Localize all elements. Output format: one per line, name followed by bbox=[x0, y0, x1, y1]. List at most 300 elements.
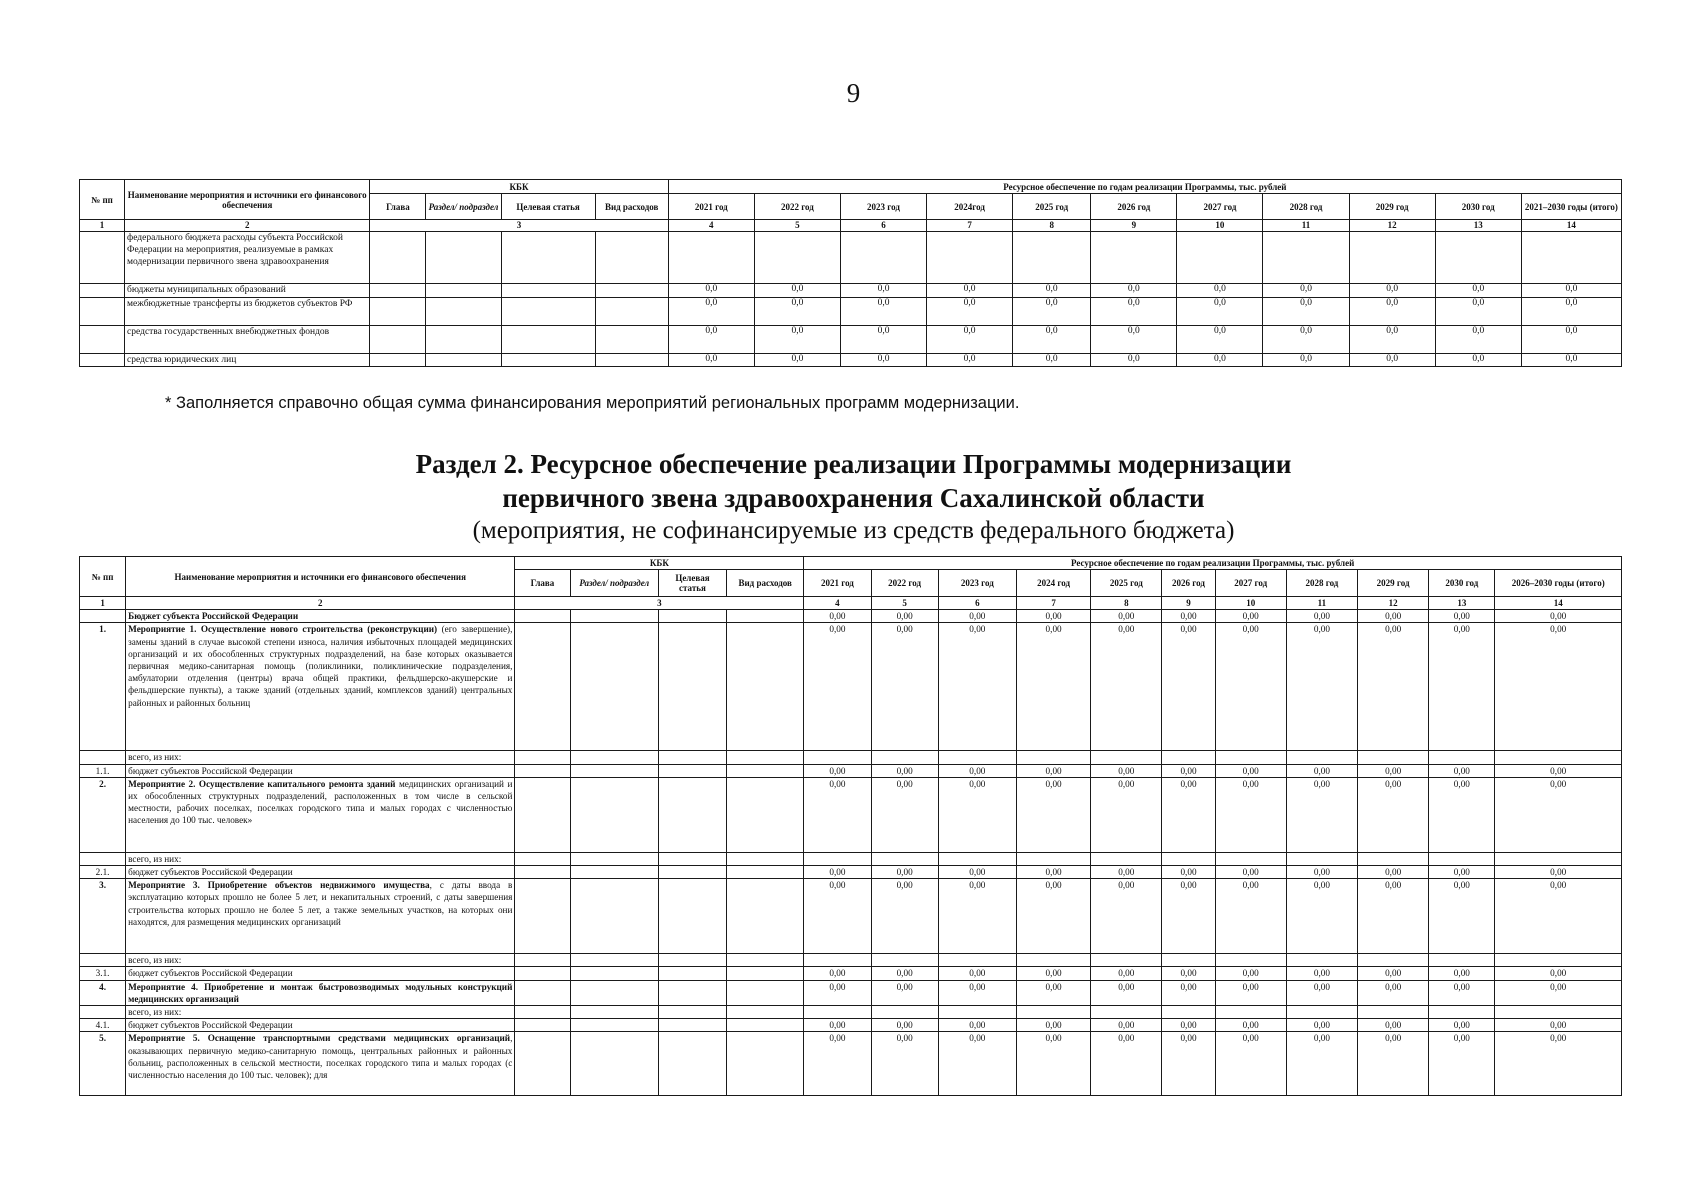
value-cell bbox=[1349, 232, 1435, 284]
value-cell bbox=[1286, 751, 1357, 764]
column-number: 11 bbox=[1286, 597, 1357, 610]
year-header: 2025 год bbox=[1091, 570, 1162, 597]
kbk-cell bbox=[727, 980, 804, 1005]
value-cell: 0,00 bbox=[1358, 764, 1429, 777]
financing-table-2 bbox=[79, 556, 1622, 1096]
row-index bbox=[80, 326, 125, 354]
value-cell: 0,0 bbox=[1435, 298, 1521, 326]
value-cell: 0,00 bbox=[1162, 980, 1215, 1005]
total-row bbox=[80, 852, 1622, 865]
value-cell bbox=[1358, 852, 1429, 865]
value-cell: 0,00 bbox=[1215, 623, 1286, 751]
kbk-cell bbox=[727, 777, 804, 852]
kbk-cell bbox=[370, 326, 426, 354]
value-cell: 0,0 bbox=[668, 354, 754, 367]
kbk-cell bbox=[515, 1006, 570, 1019]
value-cell: 0,00 bbox=[1162, 610, 1215, 623]
kbk-cell bbox=[570, 764, 658, 777]
row-name: бюджет субъектов Российской Федерации bbox=[126, 764, 515, 777]
value-cell: 0,00 bbox=[1215, 980, 1286, 1005]
kbk-col-header: Вид расходов bbox=[727, 570, 804, 597]
value-cell: 0,00 bbox=[1091, 1032, 1162, 1096]
value-cell: 0,00 bbox=[871, 1019, 938, 1032]
kbk-cell bbox=[515, 852, 570, 865]
value-cell: 0,0 bbox=[1091, 354, 1177, 367]
year-header: 2021 год bbox=[804, 570, 871, 597]
section-subtitle: (мероприятия, не софинансируемые из средств федерального бюджета) bbox=[472, 517, 1235, 544]
column-number: 10 bbox=[1215, 597, 1286, 610]
value-cell: 0,00 bbox=[1429, 879, 1495, 954]
value-cell: 0,00 bbox=[938, 1019, 1016, 1032]
row-index bbox=[80, 1006, 126, 1019]
value-cell bbox=[938, 954, 1016, 967]
column-number-row bbox=[80, 220, 1622, 232]
col-name-header: Наименование мероприятия и источники его финансового обеспечения bbox=[125, 180, 370, 220]
kbk-cell bbox=[515, 751, 570, 764]
resource-header: Ресурсное обеспечение по годам реализации Программы, тыс. рублей bbox=[668, 180, 1621, 194]
resource-header: Ресурсное обеспечение по годам реализации Программы, тыс. рублей bbox=[804, 557, 1622, 570]
value-cell: 0,00 bbox=[1162, 777, 1215, 852]
value-cell: 0,0 bbox=[840, 326, 926, 354]
table-row bbox=[80, 326, 1622, 354]
value-cell bbox=[1091, 954, 1162, 967]
value-cell: 0,00 bbox=[804, 980, 871, 1005]
measure-title: Мероприятие 4. Приобретение и монтаж быстровозводимых модульных конструкций медицинских организаций bbox=[128, 981, 513, 1004]
column-number: 4 bbox=[804, 597, 871, 610]
year-header: 2024 год bbox=[1016, 570, 1090, 597]
value-cell bbox=[1429, 1006, 1495, 1019]
value-cell bbox=[1435, 232, 1521, 284]
kbk-cell bbox=[570, 623, 658, 751]
value-cell bbox=[1016, 954, 1090, 967]
measure-row bbox=[80, 980, 1622, 1005]
value-cell: 0,00 bbox=[1162, 1032, 1215, 1096]
value-cell: 0,0 bbox=[754, 326, 840, 354]
value-cell: 0,0 bbox=[927, 284, 1013, 298]
row-name b: Бюджет субъекта Российской Федерации bbox=[126, 610, 515, 623]
value-cell: 0,00 bbox=[1286, 777, 1357, 852]
value-cell: 0,00 bbox=[1162, 866, 1215, 879]
value-cell: 0,00 bbox=[1286, 879, 1357, 954]
kbk-cell bbox=[595, 298, 668, 326]
value-cell bbox=[804, 954, 871, 967]
kbk-cell bbox=[515, 879, 570, 954]
kbk-cell bbox=[570, 1006, 658, 1019]
value-cell: 0,0 bbox=[1013, 284, 1091, 298]
measure-text: , оказывающих первичную медико-санитарную помощь, центральных районных и районных больниц, расположенных в сельской местности, поселках городского типа и малых городах (с численностью населения до 100 тыс. человек); для bbox=[128, 1033, 513, 1081]
kbk-cell bbox=[727, 967, 804, 980]
value-cell bbox=[1215, 751, 1286, 764]
column-number: 2 bbox=[125, 220, 370, 232]
kbk-col-header: Целевая статья bbox=[658, 570, 726, 597]
row-index: 1. bbox=[80, 623, 126, 751]
value-cell: 0,0 bbox=[668, 284, 754, 298]
kbk-cell bbox=[658, 879, 726, 954]
value-cell: 0,00 bbox=[938, 1032, 1016, 1096]
table-1-body bbox=[80, 232, 1622, 367]
row-index bbox=[80, 610, 126, 623]
value-cell: 0,00 bbox=[1495, 967, 1622, 980]
kbk-cell bbox=[727, 1032, 804, 1096]
kbk-cell bbox=[501, 284, 595, 298]
value-cell: 0,00 bbox=[1495, 866, 1622, 879]
kbk-cell bbox=[727, 623, 804, 751]
measure-name bbox=[126, 777, 515, 852]
value-cell: 0,00 bbox=[1162, 764, 1215, 777]
value-cell: 0,0 bbox=[840, 284, 926, 298]
value-cell: 0,00 bbox=[1429, 967, 1495, 980]
column-number: 10 bbox=[1177, 220, 1263, 232]
value-cell: 0,00 bbox=[804, 1032, 871, 1096]
row-index bbox=[80, 284, 125, 298]
value-cell bbox=[1162, 954, 1215, 967]
value-cell: 0,0 bbox=[1091, 326, 1177, 354]
column-number: 1 bbox=[80, 220, 125, 232]
value-cell: 0,0 bbox=[1013, 326, 1091, 354]
col-name-header: Наименование мероприятия и источники его финансового обеспечения bbox=[126, 557, 515, 597]
value-cell bbox=[1091, 232, 1177, 284]
kbk-cell bbox=[570, 967, 658, 980]
column-number: 3 bbox=[515, 597, 804, 610]
value-cell: 0,00 bbox=[1215, 1032, 1286, 1096]
row-index bbox=[80, 298, 125, 326]
value-cell: 0,00 bbox=[938, 967, 1016, 980]
value-cell: 0,00 bbox=[804, 764, 871, 777]
value-cell bbox=[1429, 852, 1495, 865]
value-cell bbox=[1215, 954, 1286, 967]
year-header: 2028 год bbox=[1263, 194, 1349, 220]
column-number: 14 bbox=[1495, 597, 1622, 610]
kbk-cell bbox=[658, 623, 726, 751]
value-cell: 0,00 bbox=[804, 967, 871, 980]
column-number: 7 bbox=[1016, 597, 1090, 610]
kbk-cell bbox=[658, 967, 726, 980]
value-cell bbox=[927, 232, 1013, 284]
kbk-cell bbox=[658, 1006, 726, 1019]
value-cell: 0,00 bbox=[1162, 623, 1215, 751]
kbk-cell bbox=[501, 232, 595, 284]
year-header: 2027 год bbox=[1215, 570, 1286, 597]
table-row bbox=[80, 354, 1622, 367]
value-cell bbox=[1495, 751, 1622, 764]
value-cell: 0,00 bbox=[938, 610, 1016, 623]
value-cell: 0,00 bbox=[871, 980, 938, 1005]
value-cell: 0,00 bbox=[1358, 623, 1429, 751]
column-number: 12 bbox=[1358, 597, 1429, 610]
value-cell: 0,00 bbox=[1429, 623, 1495, 751]
row-index bbox=[80, 354, 125, 367]
value-cell bbox=[1358, 954, 1429, 967]
year-header: 2026 год bbox=[1091, 194, 1177, 220]
column-number: 9 bbox=[1162, 597, 1215, 610]
value-cell bbox=[804, 751, 871, 764]
row-index bbox=[80, 852, 126, 865]
value-cell: 0,00 bbox=[938, 777, 1016, 852]
value-cell bbox=[1286, 954, 1357, 967]
kbk-cell bbox=[595, 326, 668, 354]
value-cell: 0,00 bbox=[1358, 1019, 1429, 1032]
value-cell bbox=[1495, 1006, 1622, 1019]
kbk-cell bbox=[727, 751, 804, 764]
kbk-cell bbox=[426, 284, 501, 298]
value-cell bbox=[1429, 751, 1495, 764]
value-cell bbox=[1091, 751, 1162, 764]
value-cell: 0,00 bbox=[804, 610, 871, 623]
value-cell: 0,00 bbox=[1495, 764, 1622, 777]
row-name: бюджет субъектов Российской Федерации bbox=[126, 967, 515, 980]
value-cell: 0,00 bbox=[1016, 777, 1090, 852]
year-header: 2022 год bbox=[754, 194, 840, 220]
row-name: всего, из них: bbox=[126, 751, 515, 764]
value-cell: 0,0 bbox=[1177, 354, 1263, 367]
value-cell: 0,00 bbox=[1215, 967, 1286, 980]
value-cell: 0,0 bbox=[1521, 326, 1621, 354]
year-header: 2030 год bbox=[1429, 570, 1495, 597]
value-cell: 0,0 bbox=[1435, 284, 1521, 298]
kbk-col-header: Вид расходов bbox=[595, 194, 668, 220]
sub-row bbox=[80, 866, 1622, 879]
kbk-cell bbox=[426, 354, 501, 367]
value-cell: 0,00 bbox=[1215, 1019, 1286, 1032]
value-cell: 0,0 bbox=[1013, 298, 1091, 326]
measure-name bbox=[126, 879, 515, 954]
row-index bbox=[80, 232, 125, 284]
value-cell: 0,0 bbox=[1521, 284, 1621, 298]
value-cell bbox=[1016, 751, 1090, 764]
measure-name bbox=[126, 980, 515, 1005]
kbk-header: КБК bbox=[370, 180, 668, 194]
value-cell bbox=[871, 954, 938, 967]
page-number: 9 bbox=[846, 78, 861, 108]
kbk-cell bbox=[570, 751, 658, 764]
measure-row bbox=[80, 623, 1622, 751]
kbk-cell bbox=[570, 980, 658, 1005]
kbk-cell bbox=[501, 354, 595, 367]
kbk-cell bbox=[727, 1006, 804, 1019]
kbk-cell bbox=[515, 623, 570, 751]
value-cell bbox=[804, 1006, 871, 1019]
value-cell: 0,00 bbox=[871, 879, 938, 954]
kbk-col-header: Раздел/ подраздел bbox=[426, 194, 501, 220]
value-cell: 0,0 bbox=[1263, 298, 1349, 326]
row-name: бюджет субъектов Российской Федерации bbox=[126, 866, 515, 879]
kbk-col-header: Глава bbox=[370, 194, 426, 220]
value-cell: 0,0 bbox=[1177, 284, 1263, 298]
kbk-cell bbox=[515, 866, 570, 879]
value-cell bbox=[1358, 751, 1429, 764]
column-number: 11 bbox=[1263, 220, 1349, 232]
value-cell: 0,00 bbox=[1286, 1032, 1357, 1096]
value-cell: 0,00 bbox=[1091, 764, 1162, 777]
value-cell: 0,00 bbox=[1016, 967, 1090, 980]
row-index: 4.1. bbox=[80, 1019, 126, 1032]
value-cell bbox=[1495, 954, 1622, 967]
kbk-cell bbox=[727, 954, 804, 967]
kbk-cell bbox=[370, 298, 426, 326]
table-row bbox=[80, 298, 1622, 326]
kbk-cell bbox=[570, 879, 658, 954]
row-name: средства государственных внебюджетных фондов bbox=[125, 326, 370, 354]
column-number: 13 bbox=[1429, 597, 1495, 610]
value-cell bbox=[871, 852, 938, 865]
value-cell: 0,00 bbox=[871, 623, 938, 751]
kbk-cell bbox=[658, 777, 726, 852]
row-index: 1.1. bbox=[80, 764, 126, 777]
kbk-cell bbox=[727, 610, 804, 623]
value-cell bbox=[1521, 232, 1621, 284]
kbk-cell bbox=[570, 852, 658, 865]
value-cell: 0,0 bbox=[754, 298, 840, 326]
kbk-cell bbox=[727, 879, 804, 954]
measure-text: , с даты ввода в эксплуатацию которых прошло не более 5 лет, и некапитальных строений, с даты завершения строительства которых прошло не более 5 лет, а также земельных участков, на которых они находятся, для размещения медицинских организаций bbox=[128, 880, 513, 927]
value-cell: 0,00 bbox=[871, 764, 938, 777]
value-cell: 0,00 bbox=[1358, 1032, 1429, 1096]
value-cell: 0,0 bbox=[1263, 326, 1349, 354]
year-header: 2023 год bbox=[938, 570, 1016, 597]
value-cell: 0,00 bbox=[1016, 980, 1090, 1005]
row-name: всего, из них: bbox=[126, 954, 515, 967]
measure-name bbox=[126, 1032, 515, 1096]
value-cell: 0,00 bbox=[804, 777, 871, 852]
value-cell: 0,00 bbox=[1495, 980, 1622, 1005]
value-cell: 0,0 bbox=[1349, 326, 1435, 354]
value-cell: 0,00 bbox=[1016, 1032, 1090, 1096]
value-cell: 0,0 bbox=[1263, 354, 1349, 367]
value-cell: 0,00 bbox=[1162, 1019, 1215, 1032]
column-number: 3 bbox=[370, 220, 668, 232]
value-cell: 0,00 bbox=[871, 610, 938, 623]
row-name: всего, из них: bbox=[126, 1006, 515, 1019]
value-cell: 0,00 bbox=[871, 777, 938, 852]
footnote: * Заполняется справочно общая сумма финансирования мероприятий региональных программ модернизации. bbox=[165, 394, 1020, 412]
value-cell: 0,0 bbox=[927, 298, 1013, 326]
value-cell bbox=[1162, 1006, 1215, 1019]
value-cell bbox=[1286, 1006, 1357, 1019]
sub-row bbox=[80, 764, 1622, 777]
value-cell: 0,00 bbox=[1358, 866, 1429, 879]
value-cell: 0,00 bbox=[1091, 879, 1162, 954]
kbk-cell bbox=[570, 866, 658, 879]
value-cell: 0,0 bbox=[840, 354, 926, 367]
value-cell bbox=[1013, 232, 1091, 284]
value-cell: 0,00 bbox=[1429, 980, 1495, 1005]
value-cell: 0,00 bbox=[1286, 764, 1357, 777]
column-number: 2 bbox=[126, 597, 515, 610]
measure-title: Мероприятие 5. Оснащение транспортными средствами медицинских организаций bbox=[128, 1033, 511, 1044]
value-cell: 0,00 bbox=[1286, 623, 1357, 751]
value-cell bbox=[871, 751, 938, 764]
value-cell: 0,00 bbox=[1016, 623, 1090, 751]
value-cell: 0,00 bbox=[1215, 610, 1286, 623]
kbk-cell bbox=[595, 354, 668, 367]
kbk-cell bbox=[515, 967, 570, 980]
col-no-header: № пп bbox=[80, 557, 126, 597]
value-cell bbox=[938, 852, 1016, 865]
value-cell bbox=[938, 1006, 1016, 1019]
value-cell bbox=[754, 232, 840, 284]
value-cell: 0,0 bbox=[927, 354, 1013, 367]
kbk-cell bbox=[658, 954, 726, 967]
column-number: 7 bbox=[927, 220, 1013, 232]
kbk-cell bbox=[727, 1019, 804, 1032]
kbk-cell bbox=[727, 866, 804, 879]
value-cell: 0,00 bbox=[1286, 1019, 1357, 1032]
row-name: бюджеты муниципальных образований bbox=[125, 284, 370, 298]
value-cell: 0,00 bbox=[1286, 610, 1357, 623]
total-header: 2021–2030 годы (итого) bbox=[1521, 194, 1621, 220]
value-cell: 0,00 bbox=[1286, 866, 1357, 879]
value-cell: 0,00 bbox=[1162, 967, 1215, 980]
total-row bbox=[80, 751, 1622, 764]
value-cell bbox=[1429, 954, 1495, 967]
kbk-cell bbox=[515, 777, 570, 852]
column-number: 9 bbox=[1091, 220, 1177, 232]
column-number: 1 bbox=[80, 597, 126, 610]
kbk-cell bbox=[515, 764, 570, 777]
kbk-cell bbox=[426, 232, 501, 284]
value-cell: 0,0 bbox=[1349, 354, 1435, 367]
value-cell: 0,00 bbox=[938, 764, 1016, 777]
column-number: 6 bbox=[938, 597, 1016, 610]
value-cell: 0,00 bbox=[804, 1019, 871, 1032]
column-number: 8 bbox=[1091, 597, 1162, 610]
value-cell: 0,00 bbox=[1215, 866, 1286, 879]
value-cell bbox=[1091, 852, 1162, 865]
kbk-cell bbox=[570, 610, 658, 623]
value-cell: 0,00 bbox=[1091, 967, 1162, 980]
kbk-cell bbox=[570, 777, 658, 852]
value-cell bbox=[1091, 1006, 1162, 1019]
value-cell bbox=[1215, 1006, 1286, 1019]
value-cell: 0,00 bbox=[1358, 610, 1429, 623]
row-name: межбюджетные трансферты из бюджетов субъектов РФ bbox=[125, 298, 370, 326]
value-cell: 0,00 bbox=[1429, 777, 1495, 852]
value-cell: 0,00 bbox=[1495, 879, 1622, 954]
value-cell: 0,00 bbox=[1358, 980, 1429, 1005]
row-index: 3. bbox=[80, 879, 126, 954]
budget-row bbox=[80, 610, 1622, 623]
measure-row bbox=[80, 777, 1622, 852]
kbk-cell bbox=[515, 610, 570, 623]
value-cell: 0,0 bbox=[668, 298, 754, 326]
value-cell bbox=[1215, 852, 1286, 865]
value-cell: 0,0 bbox=[1521, 298, 1621, 326]
value-cell: 0,0 bbox=[1521, 354, 1621, 367]
value-cell: 0,00 bbox=[1215, 777, 1286, 852]
column-number: 8 bbox=[1013, 220, 1091, 232]
year-header: 2029 год bbox=[1358, 570, 1429, 597]
value-cell bbox=[1162, 852, 1215, 865]
value-cell: 0,00 bbox=[1016, 866, 1090, 879]
value-cell: 0,0 bbox=[840, 298, 926, 326]
value-cell: 0,00 bbox=[1016, 1019, 1090, 1032]
kbk-cell bbox=[658, 852, 726, 865]
sub-row bbox=[80, 1019, 1622, 1032]
value-cell: 0,0 bbox=[668, 326, 754, 354]
value-cell bbox=[1286, 852, 1357, 865]
kbk-cell bbox=[370, 284, 426, 298]
financing-table-1 bbox=[79, 179, 1622, 367]
value-cell: 0,00 bbox=[1215, 879, 1286, 954]
kbk-cell bbox=[515, 1019, 570, 1032]
value-cell: 0,00 bbox=[1162, 879, 1215, 954]
value-cell: 0,00 bbox=[1429, 1019, 1495, 1032]
value-cell: 0,00 bbox=[1429, 764, 1495, 777]
value-cell: 0,00 bbox=[1091, 1019, 1162, 1032]
year-header: 2022 год bbox=[871, 570, 938, 597]
value-cell: 0,00 bbox=[1495, 1019, 1622, 1032]
value-cell: 0,00 bbox=[1091, 623, 1162, 751]
